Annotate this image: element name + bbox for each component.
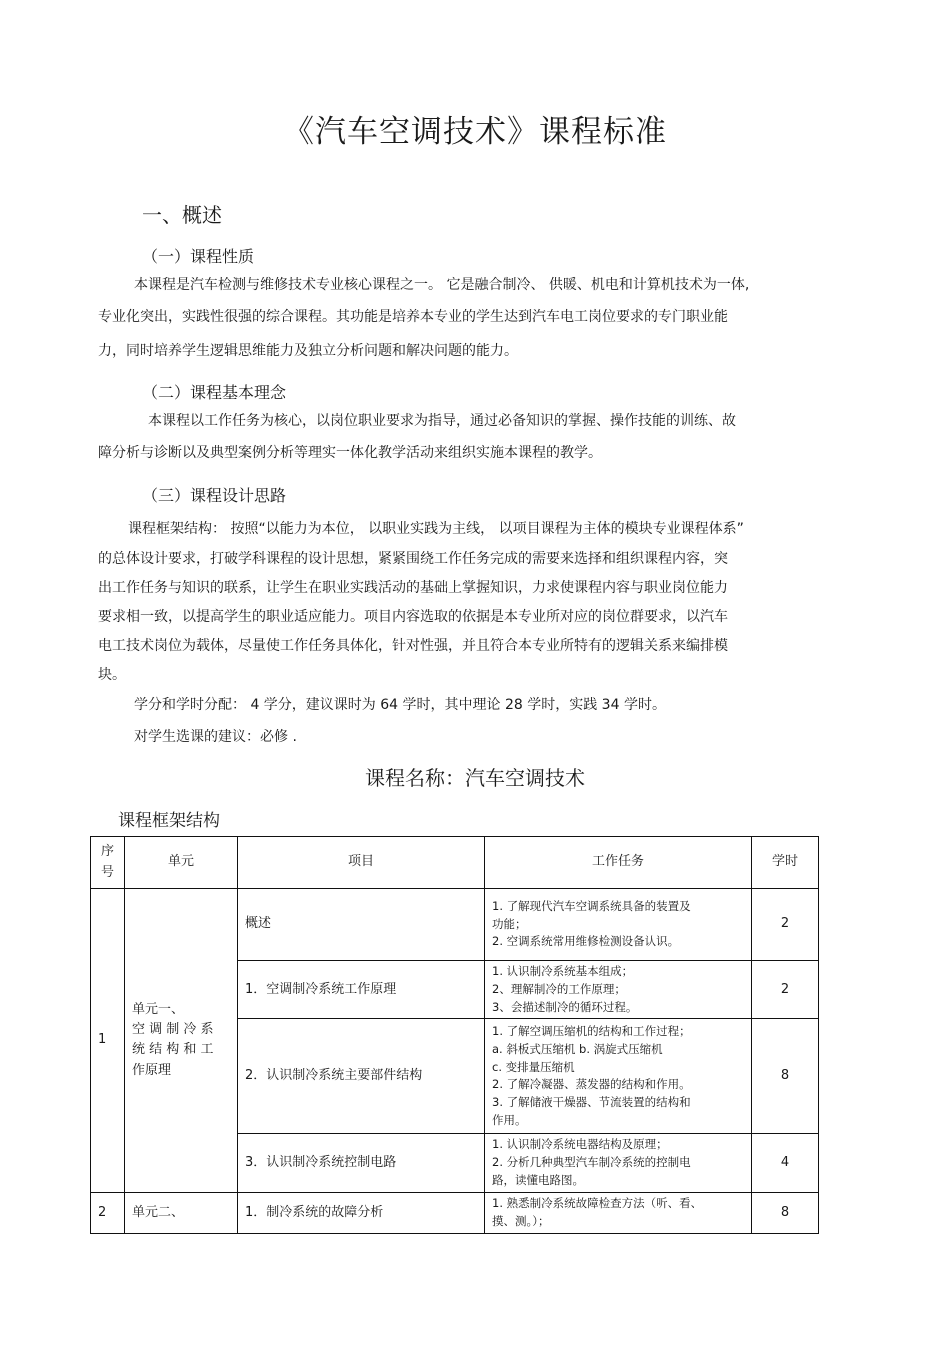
unit1-seq: 1	[91, 889, 125, 1193]
subheading-course-nature: （一）课程性质	[142, 247, 255, 266]
paragraph-line: 电工技术岗位为载体，尽量使工作任务具体化，针对性强，并且符合本专业所特有的逻辑关系来编排模	[98, 638, 728, 654]
hours-cell: 2	[752, 961, 819, 1019]
header-project: 项目	[238, 837, 485, 889]
header-hours: 学时	[752, 837, 819, 889]
hours-cell: 8	[752, 1019, 819, 1134]
unit2-name: 单元二、	[125, 1192, 238, 1233]
paragraph-line: 本课程是汽车检测与维修技术专业核心课程之一。 它是融合制冷、 供暖、机电和计算机技术为一体,	[134, 277, 750, 293]
header-seq: 序 号	[91, 837, 125, 889]
tasks-cell: 1. 了解空调压缩机的结构和工作过程； a. 斜板式压缩机 b. 涡旋式压缩机 c. 变排量压缩机 2. 了解冷凝器、蒸发器的结构和作用。 3. 了解储液干燥器、节流装置的结构和 作用。	[485, 1019, 752, 1134]
page-title: 《汽车空调技术》课程标准	[283, 114, 667, 150]
course-structure-table	[90, 836, 819, 1234]
subheading-design-ideas: （三）课程设计思路	[142, 486, 287, 505]
course-name: 课程名称：汽车空调技术	[365, 766, 585, 790]
credits-line: 学分和学时分配： 4 学分，建议课时为 64 学时，其中理论 28 学时，实践 34 学时。	[134, 697, 666, 713]
paragraph-line: 出工作任务与知识的联系，让学生在职业实践活动的基础上掌握知识，力求使课程内容与职业岗位能力	[98, 580, 728, 596]
table-header-row	[91, 837, 819, 889]
advice-line: 对学生选课的建议：必修 .	[134, 729, 297, 745]
project-cell: 3．认识制冷系统控制电路	[238, 1134, 485, 1192]
unit2-seq: 2	[91, 1192, 125, 1233]
paragraph-line: 力，同时培养学生逻辑思维能力及独立分析问题和解决问题的能力。	[98, 343, 518, 359]
tasks-cell: 1. 了解现代汽车空调系统具备的装置及 功能； 2. 空调系统常用维修检测设备认识。	[485, 889, 752, 961]
section-heading-overview: 一、概述	[142, 203, 222, 227]
project-cell: 1．制冷系统的故障分析	[238, 1192, 485, 1233]
paragraph-line: 专业化突出，实践性很强的综合课程。其功能是培养本专业的学生达到汽车电工岗位要求的专门职业能	[98, 309, 728, 325]
tasks-cell: 1. 认识制冷系统基本组成； 2、理解制冷的工作原理； 3、会描述制冷的循环过程。	[485, 961, 752, 1019]
table-row	[91, 889, 819, 961]
project-cell: 2．认识制冷系统主要部件结构	[238, 1019, 485, 1134]
subheading-basic-concept: （二）课程基本理念	[142, 383, 287, 402]
project-cell: 概述	[238, 889, 485, 961]
header-unit: 单元	[125, 837, 238, 889]
header-tasks: 工作任务	[485, 837, 752, 889]
paragraph-line: 的总体设计要求，打破学科课程的设计思想，紧紧围绕工作任务完成的需要来选择和组织课程内容，突	[98, 551, 728, 567]
paragraph-line: 本课程以工作任务为核心，以岗位职业要求为指导，通过必备知识的掌握、操作技能的训练、故	[148, 413, 736, 429]
hours-cell: 4	[752, 1134, 819, 1192]
table-caption: 课程框架结构	[118, 811, 220, 831]
unit1-name: 单元一、 空 调 制 冷 系 统 结 构 和 工 作原理	[125, 889, 238, 1193]
tasks-cell: 1. 熟悉制冷系统故障检查方法（听、看、 摸、测。）；	[485, 1192, 752, 1233]
paragraph-line: 障分析与诊断以及典型案例分析等理实一体化教学活动来组织实施本课程的教学。	[98, 445, 602, 461]
paragraph-line: 要求相一致，以提高学生的职业适应能力。项目内容选取的依据是本专业所对应的岗位群要求，以汽车	[98, 609, 728, 625]
hours-cell: 2	[752, 889, 819, 961]
paragraph-line: 课程框架结构： 按照“以能力为本位， 以职业实践为主线， 以项目课程为主体的模块专业课程体系”	[128, 521, 744, 537]
tasks-cell: 1. 认识制冷系统电器结构及原理； 2. 分析几种典型汽车制冷系统的控制电 路，读懂电路图。	[485, 1134, 752, 1192]
paragraph-line: 块。	[98, 667, 126, 683]
project-cell: 1．空调制冷系统工作原理	[238, 961, 485, 1019]
hours-cell: 8	[752, 1192, 819, 1233]
table-row	[91, 1192, 819, 1233]
